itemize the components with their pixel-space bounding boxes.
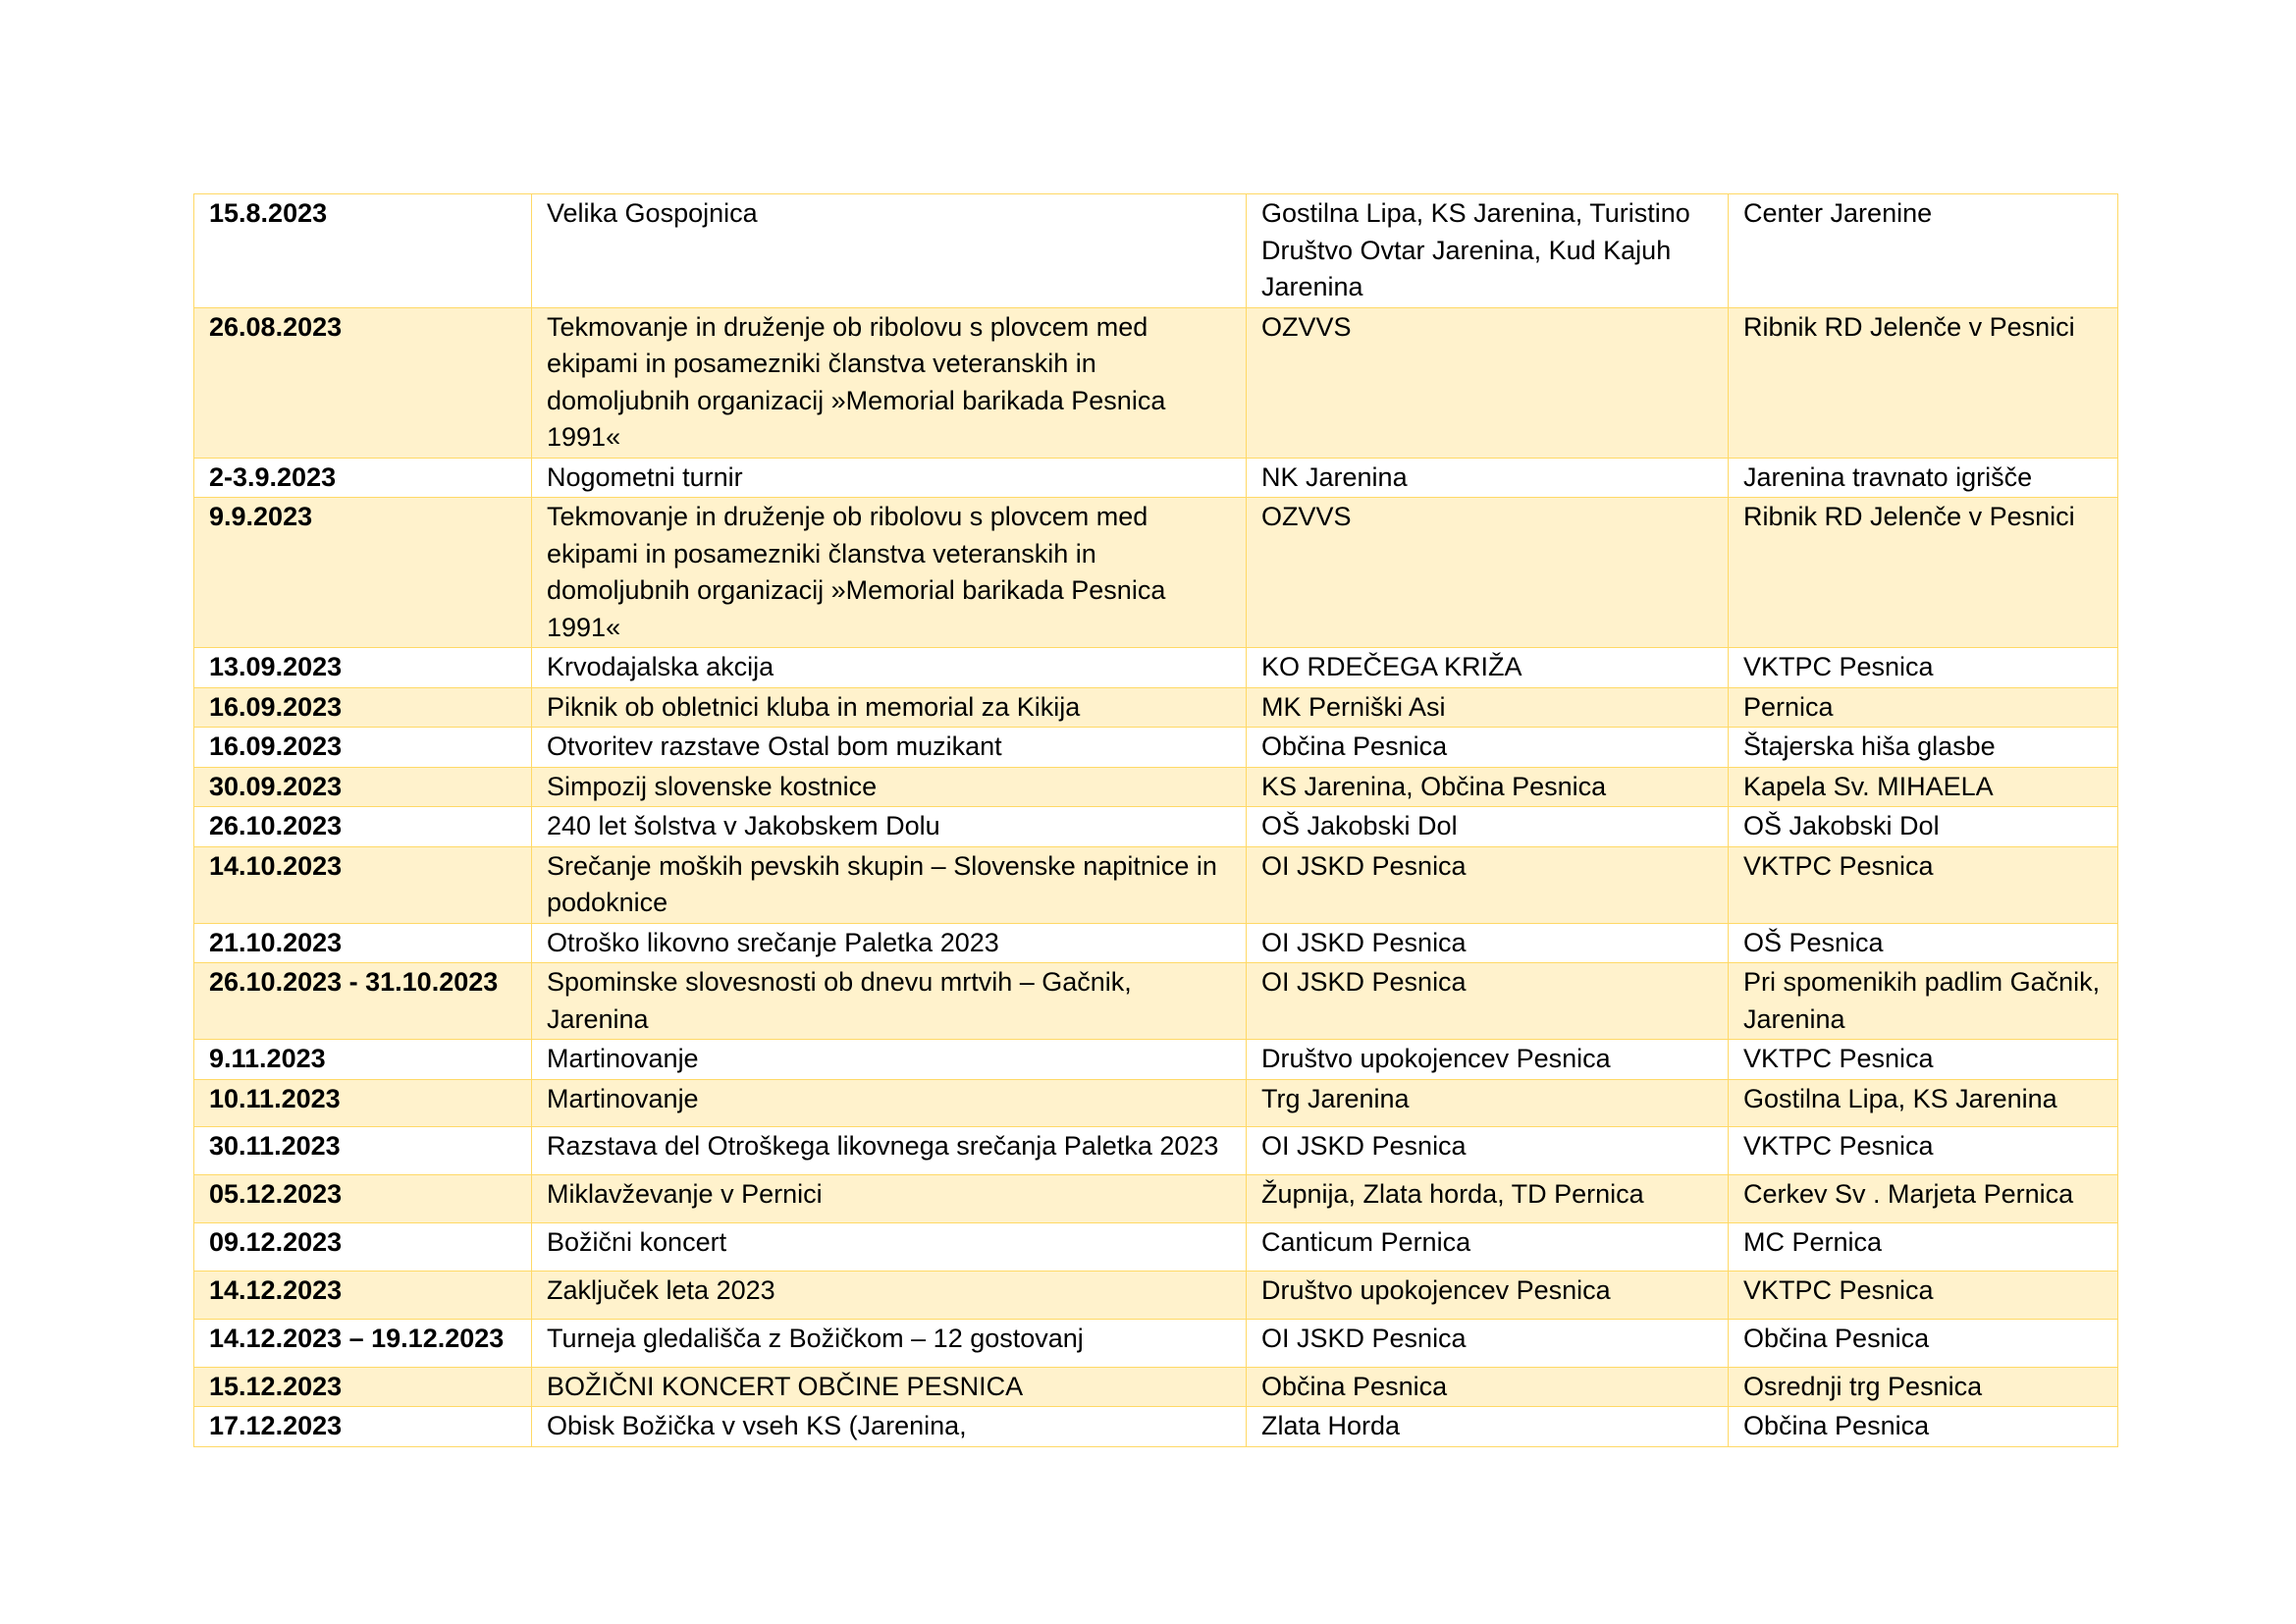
table-row <box>194 458 2118 498</box>
table-row <box>194 1174 2118 1222</box>
table-row <box>194 1271 2118 1319</box>
event-location: VKTPC Pesnica <box>1729 1040 2118 1080</box>
event-date: 21.10.2023 <box>194 923 532 963</box>
table-row <box>194 767 2118 807</box>
event-date: 09.12.2023 <box>194 1222 532 1271</box>
event-date: 05.12.2023 <box>194 1174 532 1222</box>
event-location: Jarenina travnato igrišče <box>1729 458 2118 498</box>
table-row <box>194 648 2118 688</box>
event-title: Krvodajalska akcija <box>532 648 1247 688</box>
events-table <box>193 193 2118 1447</box>
table-row <box>194 1367 2118 1407</box>
event-location: Cerkev Sv . Marjeta Pernica <box>1729 1174 2118 1222</box>
event-organizer: OI JSKD Pesnica <box>1247 923 1729 963</box>
event-organizer: Trg Jarenina <box>1247 1079 1729 1126</box>
event-location: Pri spomenikih padlim Gačnik, Jarenina <box>1729 963 2118 1040</box>
event-organizer: KO RDEČEGA KRIŽA <box>1247 648 1729 688</box>
event-organizer: Občina Pesnica <box>1247 1367 1729 1407</box>
event-location: OŠ Jakobski Dol <box>1729 807 2118 847</box>
event-title: 240 let šolstva v Jakobskem Dolu <box>532 807 1247 847</box>
event-organizer: OI JSKD Pesnica <box>1247 963 1729 1040</box>
event-organizer: OI JSKD Pesnica <box>1247 846 1729 923</box>
event-title: Martinovanje <box>532 1040 1247 1080</box>
event-date: 30.09.2023 <box>194 767 532 807</box>
table-row <box>194 498 2118 648</box>
event-title: Obisk Božička v vseh KS (Jarenina, <box>532 1407 1247 1447</box>
event-date: 26.08.2023 <box>194 307 532 458</box>
event-title: Božični koncert <box>532 1222 1247 1271</box>
event-organizer: MK Perniški Asi <box>1247 687 1729 728</box>
event-organizer: Župnija, Zlata horda, TD Pernica <box>1247 1174 1729 1222</box>
event-organizer: Zlata Horda <box>1247 1407 1729 1447</box>
event-date: 15.8.2023 <box>194 194 532 308</box>
event-title: Tekmovanje in druženje ob ribolovu s plovcem med ekipami in posamezniki članstva veteranskih in domoljubnih organizacij »Memorial barikada Pesnica 1991« <box>532 498 1247 648</box>
table-row <box>194 1319 2118 1367</box>
event-organizer: OZVVS <box>1247 498 1729 648</box>
event-title: Nogometni turnir <box>532 458 1247 498</box>
event-organizer: Društvo upokojencev Pesnica <box>1247 1040 1729 1080</box>
event-date: 15.12.2023 <box>194 1367 532 1407</box>
event-organizer: OI JSKD Pesnica <box>1247 1319 1729 1367</box>
event-title: Tekmovanje in druženje ob ribolovu s plovcem med ekipami in posamezniki članstva veteranskih in domoljubnih organizacij »Memorial barikada Pesnica 1991« <box>532 307 1247 458</box>
event-location: Občina Pesnica <box>1729 1319 2118 1367</box>
event-location: VKTPC Pesnica <box>1729 846 2118 923</box>
event-organizer: OI JSKD Pesnica <box>1247 1126 1729 1174</box>
event-title: Piknik ob obletnici kluba in memorial za Kikija <box>532 687 1247 728</box>
event-location: Ribnik RD Jelenče v Pesnici <box>1729 498 2118 648</box>
table-row <box>194 194 2118 308</box>
event-date: 26.10.2023 - 31.10.2023 <box>194 963 532 1040</box>
event-title: Spominske slovesnosti ob dnevu mrtvih – Gačnik, Jarenina <box>532 963 1247 1040</box>
table-row <box>194 728 2118 768</box>
event-title: Otvoritev razstave Ostal bom muzikant <box>532 728 1247 768</box>
event-title: Simpozij slovenske kostnice <box>532 767 1247 807</box>
table-row <box>194 1407 2118 1447</box>
table-row <box>194 1222 2118 1271</box>
event-title: Otroško likovno srečanje Paletka 2023 <box>532 923 1247 963</box>
event-date: 9.11.2023 <box>194 1040 532 1080</box>
event-date: 14.12.2023 – 19.12.2023 <box>194 1319 532 1367</box>
event-location: Občina Pesnica <box>1729 1407 2118 1447</box>
event-organizer: OZVVS <box>1247 307 1729 458</box>
event-location: VKTPC Pesnica <box>1729 1271 2118 1319</box>
table-row <box>194 1040 2118 1080</box>
event-title: Turneja gledališča z Božičkom – 12 gostovanj <box>532 1319 1247 1367</box>
event-location: VKTPC Pesnica <box>1729 648 2118 688</box>
event-title: Velika Gospojnica <box>532 194 1247 308</box>
event-organizer: OŠ Jakobski Dol <box>1247 807 1729 847</box>
event-date: 16.09.2023 <box>194 728 532 768</box>
event-location: MC Pernica <box>1729 1222 2118 1271</box>
event-date: 14.10.2023 <box>194 846 532 923</box>
event-date: 10.11.2023 <box>194 1079 532 1126</box>
event-date: 13.09.2023 <box>194 648 532 688</box>
event-location: OŠ Pesnica <box>1729 923 2118 963</box>
event-organizer: Canticum Pernica <box>1247 1222 1729 1271</box>
event-date: 26.10.2023 <box>194 807 532 847</box>
event-location: Center Jarenine <box>1729 194 2118 308</box>
table-row <box>194 687 2118 728</box>
table-row <box>194 963 2118 1040</box>
table-row <box>194 307 2118 458</box>
event-organizer: Gostilna Lipa, KS Jarenina, Turistino Društvo Ovtar Jarenina, Kud Kajuh Jarenina <box>1247 194 1729 308</box>
event-title: Srečanje moških pevskih skupin – Slovenske napitnice in podoknice <box>532 846 1247 923</box>
event-location: Gostilna Lipa, KS Jarenina <box>1729 1079 2118 1126</box>
event-date: 30.11.2023 <box>194 1126 532 1174</box>
event-title: Razstava del Otroškega likovnega srečanja Paletka 2023 <box>532 1126 1247 1174</box>
event-organizer: NK Jarenina <box>1247 458 1729 498</box>
event-date: 14.12.2023 <box>194 1271 532 1319</box>
table-row <box>194 807 2118 847</box>
event-date: 16.09.2023 <box>194 687 532 728</box>
table-row <box>194 923 2118 963</box>
table-row <box>194 846 2118 923</box>
event-title: BOŽIČNI KONCERT OBČINE PESNICA <box>532 1367 1247 1407</box>
event-title: Zaključek leta 2023 <box>532 1271 1247 1319</box>
event-title: Martinovanje <box>532 1079 1247 1126</box>
event-date: 2-3.9.2023 <box>194 458 532 498</box>
event-location: Kapela Sv. MIHAELA <box>1729 767 2118 807</box>
table-row <box>194 1126 2118 1174</box>
event-title: Miklavževanje v Pernici <box>532 1174 1247 1222</box>
event-organizer: Občina Pesnica <box>1247 728 1729 768</box>
event-location: Ribnik RD Jelenče v Pesnici <box>1729 307 2118 458</box>
event-organizer: Društvo upokojencev Pesnica <box>1247 1271 1729 1319</box>
event-location: VKTPC Pesnica <box>1729 1126 2118 1174</box>
event-location: Pernica <box>1729 687 2118 728</box>
event-location: Osrednji trg Pesnica <box>1729 1367 2118 1407</box>
event-date: 17.12.2023 <box>194 1407 532 1447</box>
event-date: 9.9.2023 <box>194 498 532 648</box>
table-row <box>194 1079 2118 1126</box>
event-organizer: KS Jarenina, Občina Pesnica <box>1247 767 1729 807</box>
event-location: Štajerska hiša glasbe <box>1729 728 2118 768</box>
